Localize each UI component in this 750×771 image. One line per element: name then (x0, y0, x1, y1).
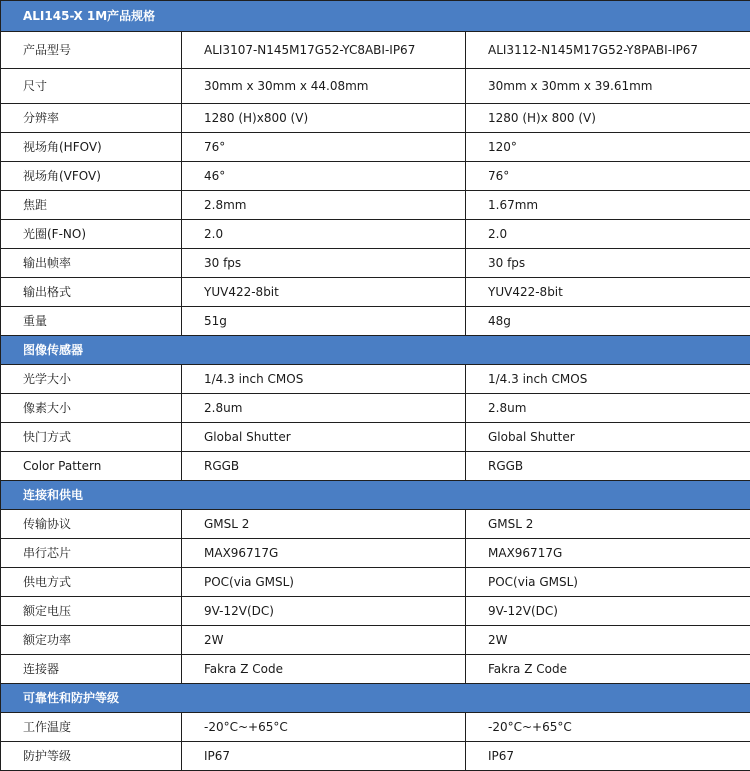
value-model-a: 51g (182, 307, 466, 336)
row-label: 重量 (1, 307, 182, 336)
value-model-b: 1.67mm (466, 191, 750, 220)
value-model-b: 2.0 (466, 220, 750, 249)
section-header (1, 1, 750, 32)
table-row (1, 32, 750, 69)
value-model-b: 30mm x 30mm x 39.61mm (466, 69, 750, 104)
row-label: 视场角(HFOV) (1, 133, 182, 162)
value-model-a: GMSL 2 (182, 510, 466, 539)
table-row (1, 162, 750, 191)
value-model-a: Global Shutter (182, 423, 466, 452)
table-row (1, 713, 750, 742)
row-label: 额定电压 (1, 597, 182, 626)
row-label: 尺寸 (1, 69, 182, 104)
value-model-b: YUV422-8bit (466, 278, 750, 307)
table-row (1, 191, 750, 220)
value-model-b: MAX96717G (466, 539, 750, 568)
value-model-a: -20°C~+65°C (182, 713, 466, 742)
value-model-b: Fakra Z Code (466, 655, 750, 684)
section-title: 连接和供电 (1, 481, 750, 510)
value-model-b: ALI3112-N145M17G52-Y8PABI-IP67 (466, 32, 750, 69)
row-label: 传输协议 (1, 510, 182, 539)
row-label: 分辨率 (1, 104, 182, 133)
table-row (1, 278, 750, 307)
row-label: 串行芯片 (1, 539, 182, 568)
section-title: ALI145-X 1M产品规格 (1, 1, 750, 32)
row-label: 工作温度 (1, 713, 182, 742)
value-model-b: 2W (466, 626, 750, 655)
row-label: 防护等级 (1, 742, 182, 771)
value-model-b: 2.8um (466, 394, 750, 423)
section-header (1, 684, 750, 713)
value-model-a: 76° (182, 133, 466, 162)
value-model-a: MAX96717G (182, 539, 466, 568)
value-model-b: 48g (466, 307, 750, 336)
row-label: 供电方式 (1, 568, 182, 597)
row-label: 输出帧率 (1, 249, 182, 278)
table-row (1, 626, 750, 655)
value-model-a: 2.8um (182, 394, 466, 423)
table-row (1, 597, 750, 626)
table-row (1, 220, 750, 249)
value-model-a: 30mm x 30mm x 44.08mm (182, 69, 466, 104)
row-label: 光圈(F-NO) (1, 220, 182, 249)
row-label: 视场角(VFOV) (1, 162, 182, 191)
value-model-b: 76° (466, 162, 750, 191)
row-label: 额定功率 (1, 626, 182, 655)
table-row (1, 394, 750, 423)
row-label: 快门方式 (1, 423, 182, 452)
value-model-a: 2.8mm (182, 191, 466, 220)
section-header (1, 336, 750, 365)
value-model-a: 1/4.3 inch CMOS (182, 365, 466, 394)
value-model-b: Global Shutter (466, 423, 750, 452)
table-row (1, 568, 750, 597)
value-model-a: 9V-12V(DC) (182, 597, 466, 626)
value-model-a: POC(via GMSL) (182, 568, 466, 597)
value-model-b: POC(via GMSL) (466, 568, 750, 597)
table-row (1, 249, 750, 278)
table-row (1, 423, 750, 452)
table-row (1, 452, 750, 481)
table-row (1, 133, 750, 162)
table-row (1, 307, 750, 336)
value-model-b: -20°C~+65°C (466, 713, 750, 742)
value-model-a: 2.0 (182, 220, 466, 249)
value-model-b: 120° (466, 133, 750, 162)
value-model-a: YUV422-8bit (182, 278, 466, 307)
table-row (1, 510, 750, 539)
value-model-a: 2W (182, 626, 466, 655)
table-row (1, 104, 750, 133)
row-label: 像素大小 (1, 394, 182, 423)
row-label: Color Pattern (1, 452, 182, 481)
row-label: 光学大小 (1, 365, 182, 394)
value-model-a: 30 fps (182, 249, 466, 278)
table-row (1, 742, 750, 771)
section-header (1, 481, 750, 510)
table-row (1, 69, 750, 104)
value-model-b: RGGB (466, 452, 750, 481)
value-model-b: IP67 (466, 742, 750, 771)
table-row (1, 365, 750, 394)
section-title: 图像传感器 (1, 336, 750, 365)
value-model-a: 46° (182, 162, 466, 191)
table-row (1, 655, 750, 684)
value-model-b: GMSL 2 (466, 510, 750, 539)
value-model-b: 1280 (H)x 800 (V) (466, 104, 750, 133)
row-label: 产品型号 (1, 32, 182, 69)
value-model-b: 9V-12V(DC) (466, 597, 750, 626)
section-title: 可靠性和防护等级 (1, 684, 750, 713)
row-label: 输出格式 (1, 278, 182, 307)
value-model-a: IP67 (182, 742, 466, 771)
value-model-a: ALI3107-N145M17G52-YC8ABI-IP67 (182, 32, 466, 69)
row-label: 连接器 (1, 655, 182, 684)
value-model-b: 1/4.3 inch CMOS (466, 365, 750, 394)
value-model-a: Fakra Z Code (182, 655, 466, 684)
table-row (1, 539, 750, 568)
value-model-a: RGGB (182, 452, 466, 481)
value-model-a: 1280 (H)x800 (V) (182, 104, 466, 133)
row-label: 焦距 (1, 191, 182, 220)
value-model-b: 30 fps (466, 249, 750, 278)
